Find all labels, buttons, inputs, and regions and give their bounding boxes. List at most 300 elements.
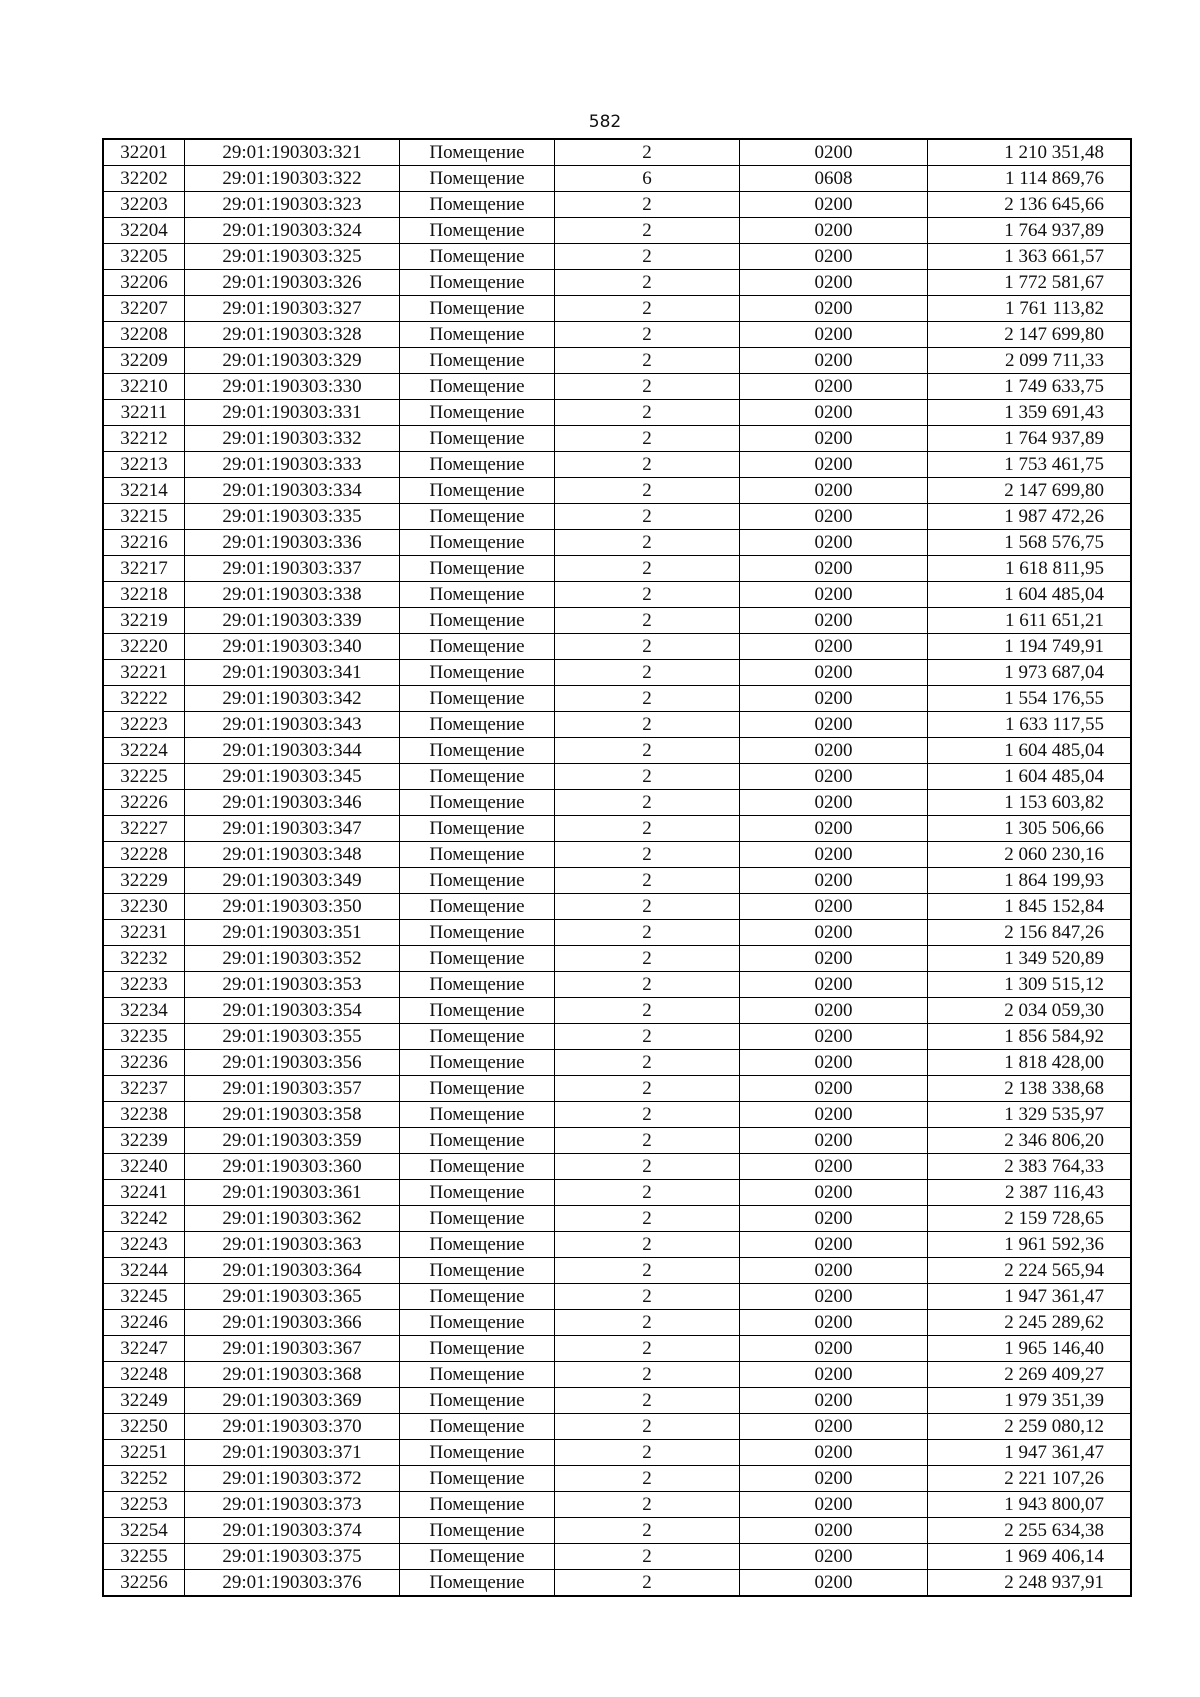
quantity-cell: 2 [555,634,740,660]
row-number-cell: 32205 [103,244,185,270]
quantity-cell: 2 [555,1440,740,1466]
quantity-cell: 2 [555,738,740,764]
row-number-cell: 32225 [103,764,185,790]
cadastral-value-cell: 2 387 116,43 [928,1180,1132,1206]
row-number-cell: 32227 [103,816,185,842]
cadastral-number-cell: 29:01:190303:354 [185,998,400,1024]
quantity-cell: 2 [555,894,740,920]
quantity-cell: 2 [555,1518,740,1544]
object-type-cell: Помещение [400,452,555,478]
table-row [103,1414,1131,1440]
cadastral-number-cell: 29:01:190303:376 [185,1570,400,1597]
cadastral-value-cell: 1 761 113,82 [928,296,1132,322]
row-number-cell: 32239 [103,1128,185,1154]
row-number-cell: 32207 [103,296,185,322]
row-number-cell: 32212 [103,426,185,452]
cadastral-value-cell: 1 309 515,12 [928,972,1132,998]
code-cell: 0608 [740,166,928,192]
code-cell: 0200 [740,322,928,348]
cadastral-value-cell: 2 224 565,94 [928,1258,1132,1284]
quantity-cell: 2 [555,1544,740,1570]
quantity-cell: 2 [555,1570,740,1597]
code-cell: 0200 [740,1258,928,1284]
code-cell: 0200 [740,686,928,712]
row-number-cell: 32243 [103,1232,185,1258]
cadastral-value-cell: 2 136 645,66 [928,192,1132,218]
row-number-cell: 32201 [103,139,185,166]
quantity-cell: 2 [555,348,740,374]
object-type-cell: Помещение [400,192,555,218]
cadastral-number-cell: 29:01:190303:321 [185,139,400,166]
code-cell: 0200 [740,1310,928,1336]
row-number-cell: 32215 [103,504,185,530]
row-number-cell: 32211 [103,400,185,426]
quantity-cell: 2 [555,868,740,894]
cadastral-number-cell: 29:01:190303:324 [185,218,400,244]
row-number-cell: 32213 [103,452,185,478]
cadastral-number-cell: 29:01:190303:334 [185,478,400,504]
row-number-cell: 32202 [103,166,185,192]
object-type-cell: Помещение [400,426,555,452]
code-cell: 0200 [740,1492,928,1518]
code-cell: 0200 [740,920,928,946]
object-type-cell: Помещение [400,1414,555,1440]
cadastral-value-cell: 1 864 199,93 [928,868,1132,894]
cadastral-number-cell: 29:01:190303:357 [185,1076,400,1102]
object-type-cell: Помещение [400,1102,555,1128]
object-type-cell: Помещение [400,1440,555,1466]
cadastral-value-cell: 1 194 749,91 [928,634,1132,660]
quantity-cell: 2 [555,1284,740,1310]
code-cell: 0200 [740,478,928,504]
code-cell: 0200 [740,1570,928,1597]
cadastral-number-cell: 29:01:190303:361 [185,1180,400,1206]
cadastral-value-cell: 2 159 728,65 [928,1206,1132,1232]
code-cell: 0200 [740,530,928,556]
object-type-cell: Помещение [400,920,555,946]
cadastral-number-cell: 29:01:190303:370 [185,1414,400,1440]
code-cell: 0200 [740,426,928,452]
quantity-cell: 2 [555,946,740,972]
cadastral-value-cell: 1 749 633,75 [928,374,1132,400]
object-type-cell: Помещение [400,1544,555,1570]
code-cell: 0200 [740,1180,928,1206]
registry-table-body [103,139,1131,1596]
quantity-cell: 2 [555,764,740,790]
object-type-cell: Помещение [400,764,555,790]
row-number-cell: 32230 [103,894,185,920]
row-number-cell: 32235 [103,1024,185,1050]
object-type-cell: Помещение [400,218,555,244]
cadastral-number-cell: 29:01:190303:363 [185,1232,400,1258]
cadastral-number-cell: 29:01:190303:341 [185,660,400,686]
quantity-cell: 2 [555,1466,740,1492]
row-number-cell: 32234 [103,998,185,1024]
table-row [103,868,1131,894]
cadastral-value-cell: 2 245 289,62 [928,1310,1132,1336]
object-type-cell: Помещение [400,998,555,1024]
code-cell: 0200 [740,660,928,686]
object-type-cell: Помещение [400,1206,555,1232]
object-type-cell: Помещение [400,1128,555,1154]
object-type-cell: Помещение [400,1310,555,1336]
cadastral-value-cell: 1 359 691,43 [928,400,1132,426]
quantity-cell: 2 [555,1102,740,1128]
cadastral-number-cell: 29:01:190303:372 [185,1466,400,1492]
quantity-cell: 2 [555,1336,740,1362]
table-row [103,660,1131,686]
object-type-cell: Помещение [400,374,555,400]
code-cell: 0200 [740,1544,928,1570]
cadastral-number-cell: 29:01:190303:340 [185,634,400,660]
row-number-cell: 32219 [103,608,185,634]
row-number-cell: 32244 [103,1258,185,1284]
code-cell: 0200 [740,1284,928,1310]
quantity-cell: 2 [555,1050,740,1076]
object-type-cell: Помещение [400,1466,555,1492]
cadastral-value-cell: 1 965 146,40 [928,1336,1132,1362]
code-cell: 0200 [740,452,928,478]
row-number-cell: 32236 [103,1050,185,1076]
cadastral-value-cell: 1 764 937,89 [928,426,1132,452]
object-type-cell: Помещение [400,270,555,296]
table-row [103,556,1131,582]
quantity-cell: 2 [555,972,740,998]
object-type-cell: Помещение [400,1492,555,1518]
quantity-cell: 2 [555,400,740,426]
quantity-cell: 2 [555,218,740,244]
quantity-cell: 2 [555,296,740,322]
code-cell: 0200 [740,270,928,296]
code-cell: 0200 [740,1154,928,1180]
table-row [103,1232,1131,1258]
cadastral-value-cell: 2 060 230,16 [928,842,1132,868]
row-number-cell: 32242 [103,1206,185,1232]
table-row [103,998,1131,1024]
quantity-cell: 2 [555,712,740,738]
code-cell: 0200 [740,1128,928,1154]
object-type-cell: Помещение [400,1258,555,1284]
quantity-cell: 2 [555,244,740,270]
table-row [103,139,1131,166]
cadastral-number-cell: 29:01:190303:353 [185,972,400,998]
cadastral-value-cell: 1 818 428,00 [928,1050,1132,1076]
quantity-cell: 2 [555,608,740,634]
table-row [103,1154,1131,1180]
object-type-cell: Помещение [400,1284,555,1310]
table-row [103,1284,1131,1310]
row-number-cell: 32203 [103,192,185,218]
cadastral-value-cell: 1 611 651,21 [928,608,1132,634]
code-cell: 0200 [740,764,928,790]
code-cell: 0200 [740,374,928,400]
cadastral-value-cell: 1 856 584,92 [928,1024,1132,1050]
cadastral-number-cell: 29:01:190303:338 [185,582,400,608]
cadastral-value-cell: 1 329 535,97 [928,1102,1132,1128]
quantity-cell: 2 [555,686,740,712]
code-cell: 0200 [740,139,928,166]
code-cell: 0200 [740,1518,928,1544]
row-number-cell: 32249 [103,1388,185,1414]
cadastral-value-cell: 1 969 406,14 [928,1544,1132,1570]
cadastral-number-cell: 29:01:190303:328 [185,322,400,348]
quantity-cell: 2 [555,192,740,218]
quantity-cell: 2 [555,270,740,296]
cadastral-number-cell: 29:01:190303:360 [185,1154,400,1180]
code-cell: 0200 [740,712,928,738]
code-cell: 0200 [740,946,928,972]
cadastral-value-cell: 1 979 351,39 [928,1388,1132,1414]
cadastral-value-cell: 1 947 361,47 [928,1440,1132,1466]
object-type-cell: Помещение [400,296,555,322]
code-cell: 0200 [740,868,928,894]
quantity-cell: 2 [555,426,740,452]
quantity-cell: 2 [555,556,740,582]
row-number-cell: 32216 [103,530,185,556]
cadastral-number-cell: 29:01:190303:345 [185,764,400,790]
table-row [103,530,1131,556]
cadastral-number-cell: 29:01:190303:371 [185,1440,400,1466]
cadastral-value-cell: 1 973 687,04 [928,660,1132,686]
row-number-cell: 32209 [103,348,185,374]
table-row [103,478,1131,504]
row-number-cell: 32240 [103,1154,185,1180]
object-type-cell: Помещение [400,686,555,712]
row-number-cell: 32226 [103,790,185,816]
object-type-cell: Помещение [400,1024,555,1050]
object-type-cell: Помещение [400,946,555,972]
quantity-cell: 2 [555,1310,740,1336]
object-type-cell: Помещение [400,556,555,582]
cadastral-number-cell: 29:01:190303:339 [185,608,400,634]
cadastral-value-cell: 1 604 485,04 [928,582,1132,608]
row-number-cell: 32228 [103,842,185,868]
code-cell: 0200 [740,244,928,270]
quantity-cell: 2 [555,816,740,842]
table-row [103,426,1131,452]
object-type-cell: Помещение [400,1232,555,1258]
cadastral-number-cell: 29:01:190303:366 [185,1310,400,1336]
code-cell: 0200 [740,1050,928,1076]
quantity-cell: 2 [555,1414,740,1440]
quantity-cell: 2 [555,1492,740,1518]
table-row [103,244,1131,270]
code-cell: 0200 [740,608,928,634]
object-type-cell: Помещение [400,166,555,192]
cadastral-value-cell: 1 554 176,55 [928,686,1132,712]
table-row [103,1466,1131,1492]
cadastral-value-cell: 2 147 699,80 [928,478,1132,504]
object-type-cell: Помещение [400,634,555,660]
object-type-cell: Помещение [400,1570,555,1597]
object-type-cell: Помещение [400,738,555,764]
cadastral-number-cell: 29:01:190303:326 [185,270,400,296]
table-row [103,712,1131,738]
row-number-cell: 32256 [103,1570,185,1597]
object-type-cell: Помещение [400,582,555,608]
cadastral-number-cell: 29:01:190303:349 [185,868,400,894]
quantity-cell: 2 [555,1388,740,1414]
quantity-cell: 2 [555,842,740,868]
quantity-cell: 2 [555,1154,740,1180]
quantity-cell: 2 [555,998,740,1024]
table-row [103,1128,1131,1154]
object-type-cell: Помещение [400,894,555,920]
cadastral-value-cell: 1 568 576,75 [928,530,1132,556]
object-type-cell: Помещение [400,1180,555,1206]
cadastral-number-cell: 29:01:190303:336 [185,530,400,556]
object-type-cell: Помещение [400,1050,555,1076]
code-cell: 0200 [740,1362,928,1388]
object-type-cell: Помещение [400,244,555,270]
code-cell: 0200 [740,998,928,1024]
object-type-cell: Помещение [400,972,555,998]
row-number-cell: 32237 [103,1076,185,1102]
code-cell: 0200 [740,816,928,842]
cadastral-value-cell: 1 947 361,47 [928,1284,1132,1310]
table-row [103,1492,1131,1518]
cadastral-number-cell: 29:01:190303:364 [185,1258,400,1284]
cadastral-number-cell: 29:01:190303:331 [185,400,400,426]
object-type-cell: Помещение [400,504,555,530]
cadastral-number-cell: 29:01:190303:348 [185,842,400,868]
cadastral-value-cell: 2 138 338,68 [928,1076,1132,1102]
row-number-cell: 32210 [103,374,185,400]
object-type-cell: Помещение [400,868,555,894]
row-number-cell: 32217 [103,556,185,582]
object-type-cell: Помещение [400,400,555,426]
object-type-cell: Помещение [400,712,555,738]
object-type-cell: Помещение [400,660,555,686]
object-type-cell: Помещение [400,1518,555,1544]
quantity-cell: 2 [555,1128,740,1154]
cadastral-value-cell: 2 248 937,91 [928,1570,1132,1597]
cadastral-number-cell: 29:01:190303:335 [185,504,400,530]
quantity-cell: 2 [555,374,740,400]
table-row [103,686,1131,712]
table-row [103,764,1131,790]
code-cell: 0200 [740,1206,928,1232]
cadastral-value-cell: 1 210 351,48 [928,139,1132,166]
object-type-cell: Помещение [400,348,555,374]
table-row [103,1024,1131,1050]
cadastral-number-cell: 29:01:190303:356 [185,1050,400,1076]
cadastral-value-cell: 1 961 592,36 [928,1232,1132,1258]
cadastral-number-cell: 29:01:190303:368 [185,1362,400,1388]
cadastral-number-cell: 29:01:190303:355 [185,1024,400,1050]
cadastral-number-cell: 29:01:190303:374 [185,1518,400,1544]
code-cell: 0200 [740,634,928,660]
code-cell: 0200 [740,842,928,868]
cadastral-value-cell: 2 383 764,33 [928,1154,1132,1180]
table-row [103,1258,1131,1284]
table-row [103,400,1131,426]
row-number-cell: 32246 [103,1310,185,1336]
cadastral-number-cell: 29:01:190303:342 [185,686,400,712]
cadastral-value-cell: 1 618 811,95 [928,556,1132,582]
object-type-cell: Помещение [400,790,555,816]
row-number-cell: 32231 [103,920,185,946]
cadastral-value-cell: 1 772 581,67 [928,270,1132,296]
table-row [103,1206,1131,1232]
table-row [103,270,1131,296]
row-number-cell: 32241 [103,1180,185,1206]
code-cell: 0200 [740,972,928,998]
code-cell: 0200 [740,1024,928,1050]
table-row [103,608,1131,634]
row-number-cell: 32245 [103,1284,185,1310]
object-type-cell: Помещение [400,1076,555,1102]
quantity-cell: 2 [555,660,740,686]
cadastral-number-cell: 29:01:190303:358 [185,1102,400,1128]
code-cell: 0200 [740,582,928,608]
row-number-cell: 32252 [103,1466,185,1492]
cadastral-value-cell: 1 764 937,89 [928,218,1132,244]
code-cell: 0200 [740,556,928,582]
row-number-cell: 32247 [103,1336,185,1362]
cadastral-number-cell: 29:01:190303:344 [185,738,400,764]
row-number-cell: 32255 [103,1544,185,1570]
table-row [103,946,1131,972]
row-number-cell: 32250 [103,1414,185,1440]
cadastral-number-cell: 29:01:190303:343 [185,712,400,738]
cadastral-number-cell: 29:01:190303:325 [185,244,400,270]
cadastral-value-cell: 1 604 485,04 [928,738,1132,764]
cadastral-value-cell: 1 987 472,26 [928,504,1132,530]
cadastral-number-cell: 29:01:190303:337 [185,556,400,582]
object-type-cell: Помещение [400,1336,555,1362]
quantity-cell: 2 [555,504,740,530]
object-type-cell: Помещение [400,1362,555,1388]
table-row [103,348,1131,374]
cadastral-value-cell: 1 633 117,55 [928,712,1132,738]
table-row [103,1336,1131,1362]
cadastral-number-cell: 29:01:190303:369 [185,1388,400,1414]
code-cell: 0200 [740,296,928,322]
table-row [103,738,1131,764]
object-type-cell: Помещение [400,1388,555,1414]
object-type-cell: Помещение [400,530,555,556]
quantity-cell: 6 [555,166,740,192]
row-number-cell: 32208 [103,322,185,348]
row-number-cell: 32224 [103,738,185,764]
table-row [103,504,1131,530]
cadastral-number-cell: 29:01:190303:330 [185,374,400,400]
code-cell: 0200 [740,1102,928,1128]
row-number-cell: 32218 [103,582,185,608]
cadastral-number-cell: 29:01:190303:323 [185,192,400,218]
cadastral-value-cell: 2 269 409,27 [928,1362,1132,1388]
row-number-cell: 32220 [103,634,185,660]
cadastral-number-cell: 29:01:190303:332 [185,426,400,452]
quantity-cell: 2 [555,1180,740,1206]
table-row [103,790,1131,816]
cadastral-number-cell: 29:01:190303:362 [185,1206,400,1232]
cadastral-value-cell: 2 259 080,12 [928,1414,1132,1440]
cadastral-value-cell: 2 255 634,38 [928,1518,1132,1544]
table-row [103,1076,1131,1102]
table-row [103,296,1131,322]
quantity-cell: 2 [555,1232,740,1258]
cadastral-number-cell: 29:01:190303:373 [185,1492,400,1518]
code-cell: 0200 [740,894,928,920]
row-number-cell: 32222 [103,686,185,712]
cadastral-number-cell: 29:01:190303:375 [185,1544,400,1570]
cadastral-number-cell: 29:01:190303:352 [185,946,400,972]
row-number-cell: 32254 [103,1518,185,1544]
object-type-cell: Помещение [400,139,555,166]
quantity-cell: 2 [555,452,740,478]
